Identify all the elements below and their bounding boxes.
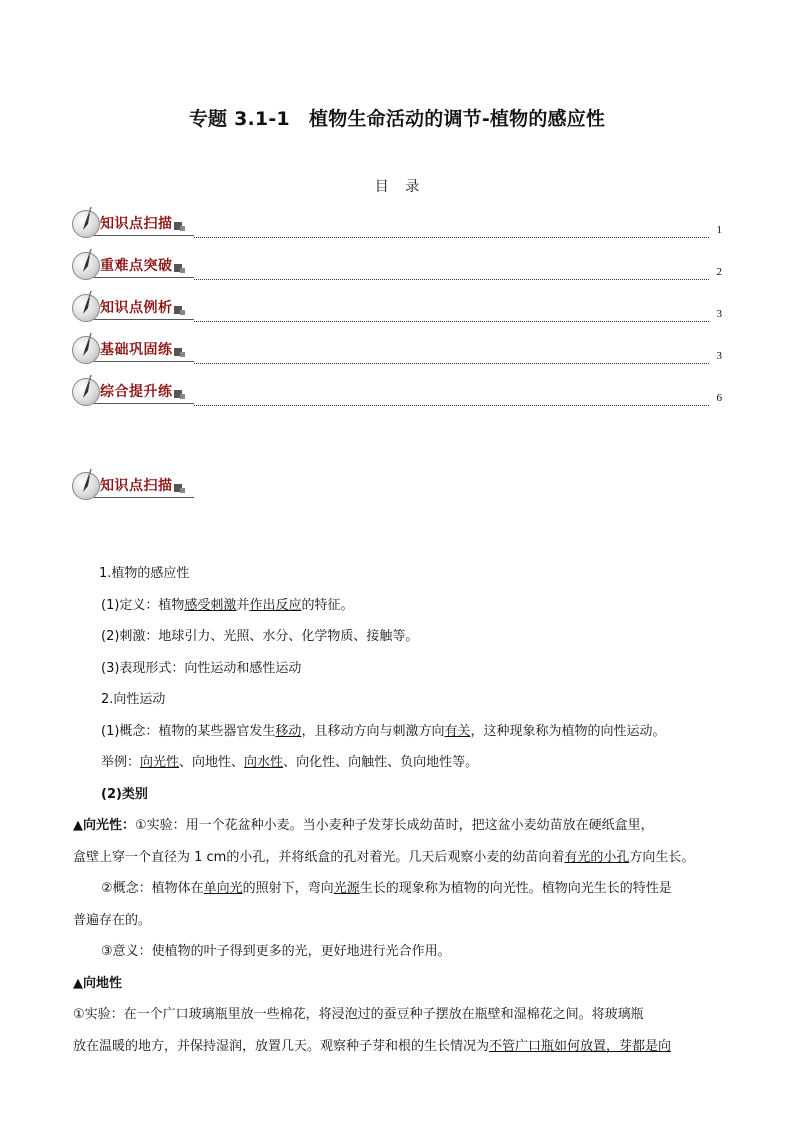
paragraph-line: ③意义：使植物的叶子得到更多的光，更好地进行光合作用。 bbox=[101, 944, 451, 959]
badge-label: 基础巩固练 bbox=[100, 342, 173, 358]
brush-icon bbox=[80, 290, 94, 316]
underlined-term: 有关 bbox=[444, 723, 471, 739]
text-span: (1)定义：植物 bbox=[101, 597, 185, 613]
paragraph-line bbox=[73, 810, 741, 842]
underlined-term: 不管广口瓶如何放置，芽都是向 bbox=[489, 1038, 672, 1054]
toc-page-number: 1 bbox=[716, 224, 722, 236]
toc-leader bbox=[194, 321, 709, 322]
brush-icon bbox=[80, 248, 94, 274]
badge-underline bbox=[94, 235, 194, 236]
badge-underline bbox=[94, 277, 194, 278]
toc-leader bbox=[194, 405, 709, 406]
toc-leader bbox=[194, 363, 709, 364]
text-span: ②概念：植物体在 bbox=[101, 881, 204, 896]
toc-page-number: 3 bbox=[716, 308, 722, 320]
badge-corner-icon bbox=[180, 394, 185, 399]
section-badge bbox=[70, 470, 200, 502]
toc-leader bbox=[194, 279, 709, 280]
page-title: 专题 3.1-1 植物生命活动的调节-植物的感应性 bbox=[188, 108, 606, 130]
badge-label: 知识点扫描 bbox=[100, 216, 173, 232]
badge-corner-icon bbox=[180, 352, 185, 357]
section-badge bbox=[70, 292, 200, 324]
paragraph-line: (2)类别 bbox=[101, 786, 148, 802]
badge-underline bbox=[94, 361, 194, 362]
paragraph-line bbox=[101, 747, 741, 779]
badge-label: 综合提升练 bbox=[100, 384, 173, 400]
toc-page-number: 3 bbox=[716, 350, 722, 362]
toc-page-number: 6 bbox=[716, 392, 722, 404]
badge-label: 重难点突破 bbox=[100, 258, 173, 274]
toc-item-key-difficulties[interactable] bbox=[70, 250, 722, 284]
paragraph-line: (3)表现形式：向性运动和感性运动 bbox=[101, 660, 302, 676]
badge-underline bbox=[94, 319, 194, 320]
content-body bbox=[73, 558, 741, 1062]
brush-icon bbox=[80, 332, 94, 358]
paragraph-line bbox=[101, 590, 741, 622]
paragraph-line: ▲向地性 bbox=[73, 975, 122, 991]
underlined-term: 单向光 bbox=[203, 881, 243, 896]
toc-heading-char: 目 bbox=[374, 179, 389, 195]
paragraph-line bbox=[101, 716, 741, 748]
brush-icon bbox=[80, 374, 94, 400]
underlined-term: 移动 bbox=[275, 723, 302, 739]
text-span: (1)概念：植物的某些器官发生 bbox=[101, 723, 276, 739]
toc-item-knowledge-scan[interactable] bbox=[70, 208, 722, 242]
section-heading-knowledge-scan bbox=[70, 470, 200, 504]
underlined-term: 有光的小孔 bbox=[564, 849, 630, 865]
text-span: 、向化性、向触性、负向地性等。 bbox=[283, 755, 479, 770]
text-span: ①实验：用一个花盆种小麦。当小麦种子发芽长成幼苗时，把这盆小麦幼苗放在硬纸盒里， bbox=[135, 818, 654, 833]
text-span: 的特征。 bbox=[301, 597, 354, 613]
badge-label: 知识点例析 bbox=[100, 300, 173, 316]
badge-underline bbox=[94, 497, 194, 498]
paragraph-line bbox=[73, 842, 741, 874]
toc-item-examples[interactable] bbox=[70, 292, 722, 326]
brush-icon bbox=[80, 206, 94, 232]
section-badge bbox=[70, 376, 200, 408]
toc-page-number: 2 bbox=[716, 266, 722, 278]
paragraph-line: 2.向性运动 bbox=[101, 692, 166, 707]
toc-heading-char: 录 bbox=[405, 179, 420, 195]
section-badge bbox=[70, 334, 200, 366]
badge-corner-icon bbox=[180, 488, 185, 493]
paragraph-line bbox=[73, 1031, 741, 1063]
text-span: 放在温暖的地方，并保持湿润，放置几天。观察种子芽和根的生长情况为 bbox=[73, 1038, 490, 1054]
bold-term: ▲向光性： bbox=[73, 818, 135, 833]
brush-icon bbox=[80, 468, 94, 494]
toc-item-basic-practice[interactable] bbox=[70, 334, 722, 368]
badge-corner-icon bbox=[180, 226, 185, 231]
toc-leader bbox=[194, 237, 709, 238]
underlined-term: 感受刺激 bbox=[184, 597, 237, 613]
paragraph-line: 1.植物的感应性 bbox=[99, 566, 190, 581]
underlined-term: 向光性 bbox=[140, 755, 180, 770]
text-span: 的照射下，弯向 bbox=[242, 881, 334, 896]
badge-corner-icon bbox=[180, 268, 185, 273]
underlined-term: 光源 bbox=[333, 881, 360, 896]
paragraph-line bbox=[101, 873, 741, 905]
paragraph-line: 普遍存在的。 bbox=[73, 912, 152, 928]
paragraph-line: (2)刺激：地球引力、光照、水分、化学物质、接触等。 bbox=[101, 629, 419, 644]
badge-label: 知识点扫描 bbox=[100, 478, 173, 494]
text-span: 盒壁上穿一个直径为 1 cm的小孔，并将纸盒的孔对着光。几天后观察小麦的幼苗向着 bbox=[73, 849, 565, 865]
section-badge bbox=[70, 208, 200, 240]
section-badge bbox=[70, 250, 200, 282]
badge-corner-icon bbox=[180, 310, 185, 315]
paragraph-line: ①实验：在一个广口玻璃瓶里放一些棉花，将浸泡过的蚕豆种子摆放在瓶壁和湿棉花之间。将玻璃瓶 bbox=[73, 1007, 644, 1022]
text-span: ，这种现象称为植物的向性运动。 bbox=[470, 723, 666, 739]
text-span: ，且移动方向与刺激方向 bbox=[301, 723, 445, 739]
toc-item-comprehensive-practice[interactable] bbox=[70, 376, 722, 410]
badge-underline bbox=[94, 403, 194, 404]
text-span: 并 bbox=[236, 597, 250, 613]
text-span: 方向生长。 bbox=[629, 849, 695, 865]
toc-heading bbox=[0, 176, 794, 196]
underlined-term: 作出反应 bbox=[249, 597, 302, 613]
underlined-term: 向水性 bbox=[244, 755, 284, 770]
text-span: 举例： bbox=[101, 755, 141, 770]
text-span: 、向地性、 bbox=[179, 755, 245, 770]
text-span: 生长的现象称为植物的向光性。植物向光生长的特性是 bbox=[359, 881, 672, 896]
